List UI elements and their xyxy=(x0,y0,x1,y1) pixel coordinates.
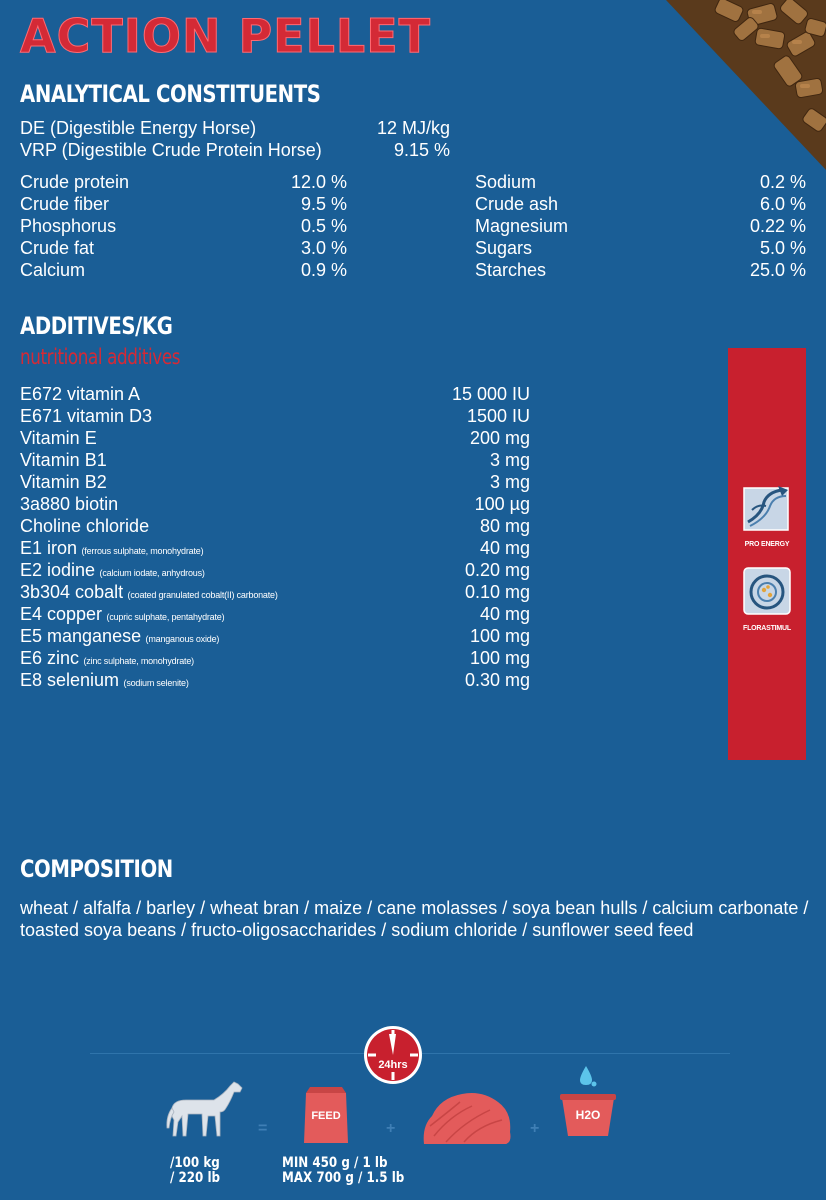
additive-value: 40 mg xyxy=(479,604,530,624)
additive-row xyxy=(20,471,530,493)
feed-min: MIN 450 g / 1 lb xyxy=(282,1155,388,1171)
additive-note: (sodium selenite) xyxy=(123,678,189,688)
additive-label: Vitamin E xyxy=(20,428,97,448)
clock-label: 24hrs xyxy=(378,1059,408,1071)
pro-energy-icon xyxy=(742,484,792,534)
water-bucket-icon xyxy=(556,1062,620,1142)
additive-label: Vitamin B1 xyxy=(20,450,107,470)
additive-value: 0.20 mg xyxy=(464,560,530,580)
additive-row xyxy=(20,647,530,669)
page-title: ACTION PELLET xyxy=(20,9,432,63)
additive-row xyxy=(20,669,530,691)
additive-row xyxy=(20,581,530,603)
additive-value: 40 mg xyxy=(479,538,530,558)
additive-value: 200 mg xyxy=(469,428,530,448)
additive-label: E672 vitamin A xyxy=(20,384,141,404)
constituent-value: 12.0 % xyxy=(290,172,347,192)
additive-note: (calcium iodate, anhydrous) xyxy=(99,568,205,578)
additive-note: (coated granulated cobalt(II) carbonate) xyxy=(127,590,278,600)
composition-text: wheat / alfalfa / barley / wheat bran / maize / cane molasses / soya bean hulls / calcium carbonate / toasted soya beans / fructo-oligosaccharides / sodium chloride / sunflower seed feed xyxy=(20,898,809,940)
florastimul-icon xyxy=(742,566,792,618)
energy-value: 9.15 % xyxy=(393,140,450,160)
additive-row xyxy=(20,537,530,559)
additive-value: 3 mg xyxy=(489,472,530,492)
constituent-label: Calcium xyxy=(20,260,86,280)
additive-label: E5 manganese xyxy=(20,626,142,646)
additive-note: (ferrous sulphate, monohydrate) xyxy=(81,546,204,556)
pellets-image xyxy=(656,0,826,170)
additive-value: 0.10 mg xyxy=(464,582,530,602)
additive-value: 3 mg xyxy=(489,450,530,470)
plus-sign: + xyxy=(530,1120,540,1137)
constituent-value: 9.5 % xyxy=(300,194,347,214)
additive-label: Vitamin B2 xyxy=(20,472,107,492)
feed-max: MAX 700 g / 1.5 lb xyxy=(282,1170,405,1186)
energy-label: VRP (Digestible Crude Protein Horse) xyxy=(20,140,322,160)
additive-label: E4 copper xyxy=(20,604,103,624)
constituent-value: 0.2 % xyxy=(759,172,806,192)
additive-label: E2 iodine xyxy=(20,560,96,580)
constituent-value: 3.0 % xyxy=(300,238,347,258)
constituent-value: 0.5 % xyxy=(300,216,347,236)
additive-value: 100 µg xyxy=(474,494,530,514)
composition-heading: COMPOSITION xyxy=(20,855,173,883)
water-label: H2O xyxy=(575,1108,601,1122)
additive-value: 100 mg xyxy=(469,626,530,646)
badge-label: FLORASTIMUL xyxy=(743,625,791,632)
constituent-label: Sodium xyxy=(475,172,537,192)
constituent-label: Magnesium xyxy=(475,216,569,236)
additive-row xyxy=(20,427,530,449)
additive-row xyxy=(20,449,530,471)
additive-label: E8 selenium xyxy=(20,670,120,690)
constituent-label: Crude fiber xyxy=(20,194,110,214)
clock-icon xyxy=(358,1024,428,1086)
additive-note: (manganous oxide) xyxy=(145,634,220,644)
constituent-value: 0.9 % xyxy=(300,260,347,280)
feed-bag-label: FEED xyxy=(311,1110,341,1122)
additive-label: 3a880 biotin xyxy=(20,494,119,514)
badge-label: PRO ENERGY xyxy=(744,541,790,548)
constituent-value: 6.0 % xyxy=(759,194,806,214)
horse-weight: / 220 lb xyxy=(170,1170,221,1186)
additive-row xyxy=(20,625,530,647)
additive-note: (cupric sulphate, pentahydrate) xyxy=(106,612,225,622)
constituent-label: Crude protein xyxy=(20,172,130,192)
additives-heading: ADDITIVES/KG xyxy=(20,312,173,340)
analytical-heading: ANALYTICAL CONSTITUENTS xyxy=(20,80,321,108)
additive-label: E671 vitamin D3 xyxy=(20,406,153,426)
additive-label: E6 zinc xyxy=(20,648,80,668)
constituent-label: Crude ash xyxy=(475,194,559,214)
constituent-label: Sugars xyxy=(475,238,533,258)
constituent-value: 25.0 % xyxy=(749,260,806,280)
additive-row xyxy=(20,515,530,537)
additive-value: 0.30 mg xyxy=(464,670,530,690)
additive-value: 15 000 IU xyxy=(451,384,530,404)
additive-row xyxy=(20,383,530,405)
additive-label: E1 iron xyxy=(20,538,78,558)
additives-list xyxy=(20,383,530,691)
constituent-value: 0.22 % xyxy=(749,216,806,236)
badge-pro-energy xyxy=(736,484,798,548)
constituent-value: 5.0 % xyxy=(759,238,806,258)
horse-icon xyxy=(160,1078,250,1148)
additive-label: 3b304 cobalt xyxy=(20,582,124,602)
equals-sign: = xyxy=(258,1120,268,1137)
additive-value: 1500 IU xyxy=(466,406,530,426)
additive-row xyxy=(20,603,530,625)
constituent-label: Crude fat xyxy=(20,238,95,258)
additive-value: 80 mg xyxy=(479,516,530,536)
badge-florastimul xyxy=(736,566,798,632)
additive-note: (zinc sulphate, monohydrate) xyxy=(83,656,194,666)
additive-value: 100 mg xyxy=(469,648,530,668)
features-bar xyxy=(728,348,806,760)
hay-icon xyxy=(420,1086,515,1148)
additive-row xyxy=(20,405,530,427)
constituent-label: Phosphorus xyxy=(20,216,117,236)
constituent-label: Starches xyxy=(475,260,547,280)
plus-sign: + xyxy=(386,1120,396,1137)
additive-label: Choline chloride xyxy=(20,516,150,536)
energy-value: 12 MJ/kg xyxy=(376,118,450,138)
additive-row xyxy=(20,559,530,581)
additive-row xyxy=(20,493,530,515)
additives-subheading: nutritional additives xyxy=(20,345,181,369)
energy-label: DE (Digestible Energy Horse) xyxy=(20,118,257,138)
horse-weight: /100 kg xyxy=(170,1155,220,1171)
